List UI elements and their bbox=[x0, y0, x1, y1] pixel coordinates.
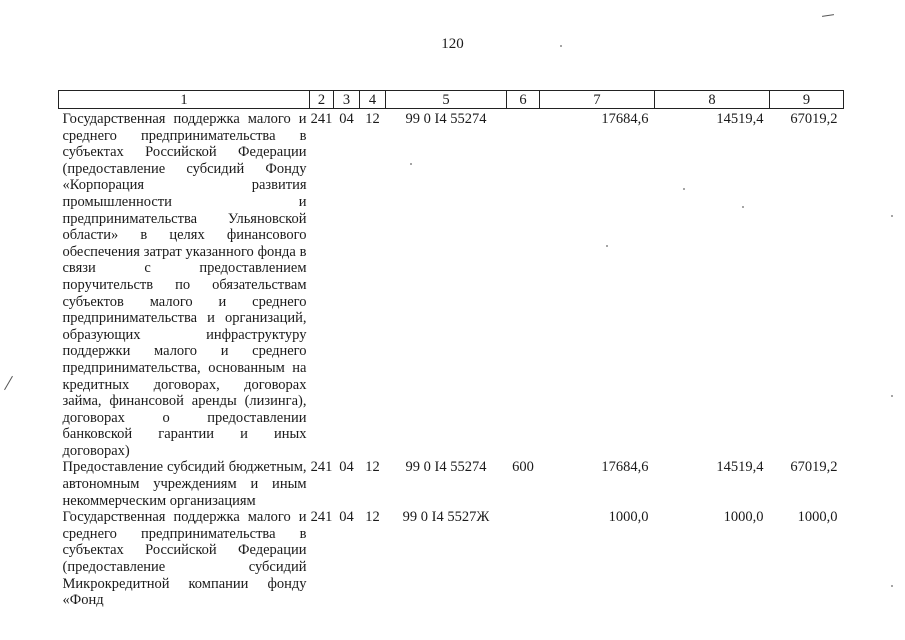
cell-col7: 17684,6 bbox=[601, 111, 649, 127]
cell-col7: 17684,6 bbox=[601, 459, 649, 476]
cell-col5: 99 0 I4 55274 bbox=[405, 459, 487, 476]
scan-speck bbox=[891, 585, 893, 587]
scan-speck bbox=[560, 45, 562, 47]
column-header-9: 9 bbox=[770, 91, 844, 109]
cell-col8: 14519,4 bbox=[716, 111, 764, 127]
scan-speck bbox=[742, 206, 744, 208]
column-header-4: 4 bbox=[360, 91, 386, 109]
cell-col4: 12 bbox=[365, 111, 380, 127]
scan-speck bbox=[410, 163, 412, 165]
cell-col4: 12 bbox=[365, 459, 380, 476]
scan-speck bbox=[683, 188, 685, 190]
scan-speck bbox=[606, 245, 608, 247]
budget-table bbox=[58, 90, 844, 609]
cell-col6 bbox=[507, 111, 540, 459]
cell-col9: 67019,2 bbox=[790, 111, 838, 127]
column-header-5: 5 bbox=[386, 91, 507, 109]
cell-col5: 99 0 I4 5527Ж bbox=[402, 509, 490, 526]
cell-col9: 1000,0 bbox=[797, 509, 838, 526]
column-header-6: 6 bbox=[507, 91, 540, 109]
table-row bbox=[59, 459, 844, 509]
row-description: Предоставление субсидий бюджетным, автономным учреждениям и иным некоммерческим организациям bbox=[62, 459, 307, 509]
column-header-1: 1 bbox=[59, 91, 310, 109]
cell-col8: 1000,0 bbox=[723, 509, 764, 526]
cell-col9: 67019,2 bbox=[790, 459, 838, 476]
table-row bbox=[59, 111, 844, 459]
cell-col2: 241 bbox=[310, 459, 333, 476]
column-header-2: 2 bbox=[310, 91, 334, 109]
cell-col3: 04 bbox=[339, 459, 354, 476]
page-number: 120 bbox=[441, 36, 464, 52]
scan-mark bbox=[4, 376, 13, 390]
cell-col2: 241 bbox=[310, 509, 333, 526]
cell-col3: 04 bbox=[339, 111, 354, 127]
cell-col6 bbox=[507, 509, 540, 609]
cell-col2: 241 bbox=[310, 111, 333, 127]
cell-col3: 04 bbox=[339, 509, 354, 526]
scan-speck bbox=[891, 395, 893, 397]
cell-col6: 600 bbox=[512, 459, 534, 476]
header-row bbox=[59, 91, 844, 109]
row-description: Государственная поддержка малого и среднего предпринимательства в субъектах Российской Федерации (предоставление субсидий Микрокредитной компании фонду «Фонд bbox=[62, 509, 307, 609]
cell-col8: 14519,4 bbox=[716, 459, 764, 476]
cell-col7: 1000,0 bbox=[608, 509, 649, 526]
table-row bbox=[59, 509, 844, 609]
cell-col5: 99 0 I4 55274 bbox=[405, 111, 487, 127]
scan-mark bbox=[822, 14, 834, 17]
column-header-8: 8 bbox=[655, 91, 770, 109]
row-description: Государственная поддержка малого и среднего предпринимательства в субъектах Российской Федерации (предоставление субсидий Фонду «Корпорация развития промышленности и предпринимательства Ульяновской области» в целях финансового обеспечения затрат указанного фонда в связи с предоставлением поручительств по обязательствам субъектов малого и среднего предпринимательства и организаций, образующих инфраструктуру поддержки малого и среднего предпринимательства, основанным на кредитных договорах, договорах займа, финансовой аренды (лизинга), договорах о предоставлении банковской гарантии и иных договорах) bbox=[62, 111, 307, 459]
scan-speck bbox=[891, 215, 893, 217]
column-header-7: 7 bbox=[540, 91, 655, 109]
cell-col4: 12 bbox=[365, 509, 380, 526]
column-header-3: 3 bbox=[334, 91, 360, 109]
